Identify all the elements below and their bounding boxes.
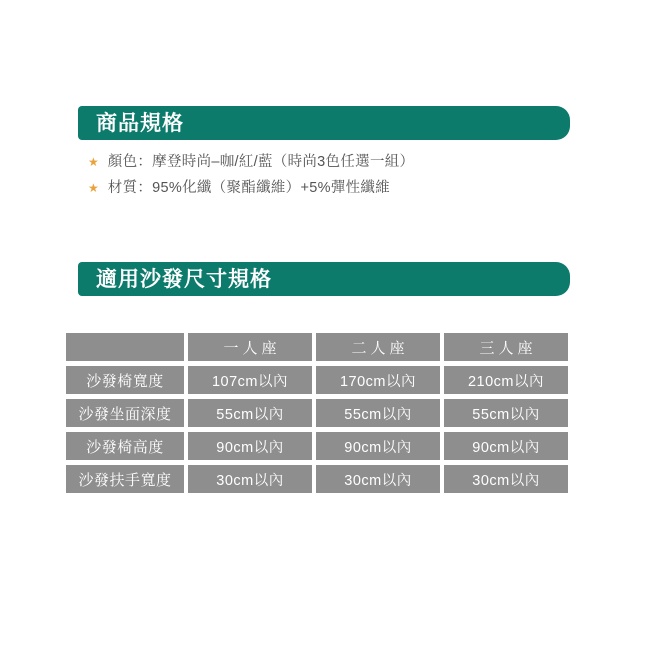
table-cell: 30cm以內 — [316, 465, 440, 493]
table-cell: 90cm以內 — [444, 432, 568, 460]
section-title-product-spec: 商品規格 — [96, 111, 184, 135]
section-title-sofa-size: 適用沙發尺寸規格 — [96, 267, 272, 291]
table-row — [66, 366, 568, 394]
section-header-product-spec — [78, 106, 570, 140]
product-spec-bullet-list — [88, 152, 588, 204]
bullet-text-color: 顏色：摩登時尚–咖/紅/藍（時尚3色任選一組） — [107, 154, 415, 170]
table-column-header-1: 一人座 — [188, 333, 312, 361]
table-row — [66, 399, 568, 427]
table-row-header-seat-depth: 沙發坐面深度 — [66, 399, 184, 427]
table-column-header-2: 二人座 — [316, 333, 440, 361]
table-column-header-3: 三人座 — [444, 333, 568, 361]
table-cell: 55cm以內 — [444, 399, 568, 427]
table-row — [66, 465, 568, 493]
table-cell: 210cm以內 — [444, 366, 568, 394]
table-cell: 30cm以內 — [188, 465, 312, 493]
table-row-header-height: 沙發椅高度 — [66, 432, 184, 460]
table-cell: 107cm以內 — [188, 366, 312, 394]
table-cell: 30cm以內 — [444, 465, 568, 493]
table-cell: 170cm以內 — [316, 366, 440, 394]
star-icon: ★ — [88, 155, 99, 169]
table-row-header-armrest-width: 沙發扶手寬度 — [66, 465, 184, 493]
star-icon: ★ — [88, 181, 99, 195]
table-cell: 90cm以內 — [316, 432, 440, 460]
table-row — [66, 432, 568, 460]
table-header-row — [66, 333, 568, 361]
table-corner-cell — [66, 333, 184, 361]
table-cell: 90cm以內 — [188, 432, 312, 460]
bullet-text-material: 材質：95%化纖（聚酯纖維）+5%彈性纖維 — [107, 180, 391, 196]
section-header-sofa-size — [78, 262, 570, 296]
list-item — [88, 152, 588, 172]
table-cell: 55cm以內 — [188, 399, 312, 427]
list-item — [88, 178, 588, 198]
table-row-header-width: 沙發椅寬度 — [66, 366, 184, 394]
sofa-size-table — [62, 328, 572, 498]
table-cell: 55cm以內 — [316, 399, 440, 427]
